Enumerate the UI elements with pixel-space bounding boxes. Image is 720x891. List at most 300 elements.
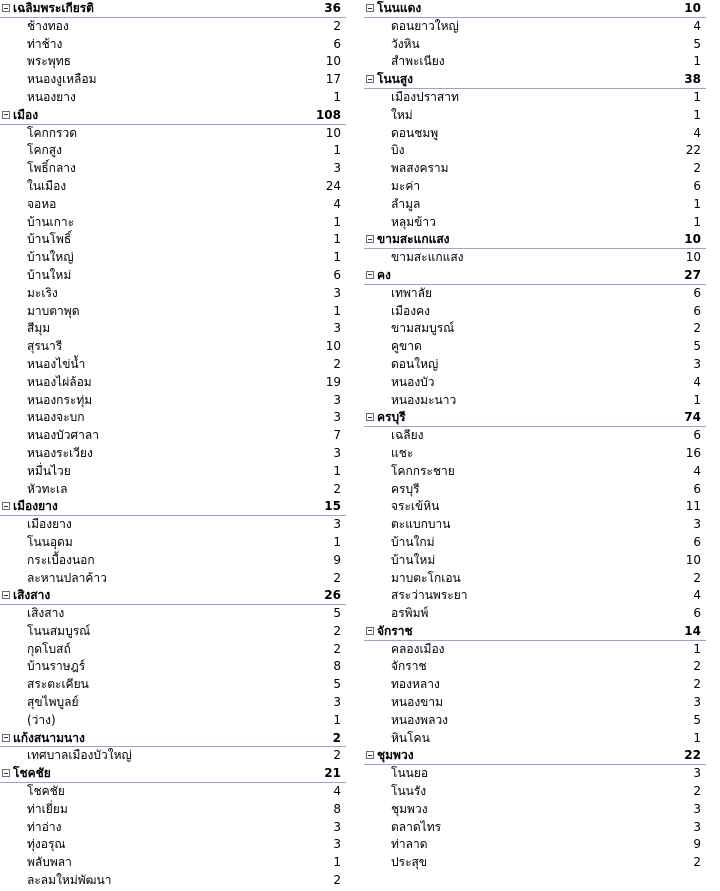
item-count: 1 <box>693 196 701 211</box>
item-row[interactable] <box>0 872 346 890</box>
item-count: 16 <box>685 445 701 460</box>
group-row[interactable] <box>0 730 346 748</box>
item-row[interactable] <box>0 36 346 54</box>
group-row[interactable] <box>0 587 346 605</box>
item-row[interactable] <box>364 303 706 321</box>
item-count: 10 <box>325 54 341 69</box>
item-count: 3 <box>333 410 341 425</box>
item-label: ท่าอ่าง <box>27 819 62 834</box>
pivot-column-left <box>0 0 346 890</box>
item-count: 22 <box>685 143 701 158</box>
item-row[interactable] <box>364 765 706 783</box>
item-count: 3 <box>693 517 701 532</box>
item-row[interactable] <box>0 783 346 801</box>
item-count: 6 <box>333 36 341 51</box>
item-row[interactable] <box>0 409 346 427</box>
item-label: โนนรัง <box>391 784 427 799</box>
item-count: 4 <box>693 463 701 478</box>
item-row[interactable] <box>0 623 346 641</box>
item-count: 5 <box>693 339 701 354</box>
item-label: มาบตะโกเอน <box>391 570 461 585</box>
item-count: 2 <box>333 641 341 656</box>
group-label: เฉลิมพระเกียรติ <box>13 1 94 15</box>
item-row[interactable] <box>364 658 706 676</box>
item-row[interactable] <box>364 605 706 623</box>
item-label: ชุมพวง <box>391 801 428 816</box>
item-label: บิง <box>391 143 405 158</box>
item-label: ขามสะแกแสง <box>391 250 464 265</box>
item-row[interactable] <box>0 142 346 160</box>
item-count: 8 <box>333 801 341 816</box>
item-count: 2 <box>693 321 701 336</box>
collapse-icon[interactable] <box>2 111 10 119</box>
item-row[interactable] <box>364 125 706 143</box>
group-total: 27 <box>684 267 701 282</box>
item-row[interactable] <box>0 338 346 356</box>
item-label: จระเข้หิน <box>391 499 440 514</box>
item-row[interactable] <box>0 374 346 392</box>
group-row[interactable] <box>364 409 706 427</box>
item-label: มะค่า <box>391 178 421 193</box>
item-row[interactable] <box>0 89 346 107</box>
item-row[interactable] <box>0 249 346 267</box>
item-count: 6 <box>693 285 701 300</box>
item-count: 5 <box>333 606 341 621</box>
group-total: 14 <box>684 623 701 638</box>
item-row[interactable] <box>364 676 706 694</box>
item-row[interactable] <box>0 570 346 588</box>
group-label: ชุมพวง <box>377 748 414 763</box>
item-count: 3 <box>333 837 341 852</box>
item-row[interactable] <box>0 712 346 730</box>
item-count: 2 <box>693 659 701 674</box>
item-row[interactable] <box>364 356 706 374</box>
item-row[interactable] <box>364 445 706 463</box>
item-label: จอหอ <box>27 196 57 211</box>
item-row[interactable] <box>364 534 706 552</box>
item-row[interactable] <box>0 605 346 623</box>
item-count: 2 <box>693 677 701 692</box>
item-row[interactable] <box>0 71 346 89</box>
item-label: เทพาลัย <box>391 285 433 300</box>
item-label: หนองพลวง <box>391 712 449 727</box>
item-count: 17 <box>325 72 341 87</box>
item-label: พลสงคราม <box>391 161 449 176</box>
group-total: 22 <box>684 748 701 763</box>
item-count: 3 <box>693 766 701 781</box>
item-count: 10 <box>685 552 701 567</box>
item-label: ละลมใหม่พัฒนา <box>27 873 112 888</box>
item-label: สุขไพบูลย์ <box>27 695 79 710</box>
item-row[interactable] <box>364 249 706 267</box>
item-count: 1 <box>333 303 341 318</box>
item-label: โนนสมบูรณ์ <box>27 623 91 638</box>
item-label: หนองบัวศาลา <box>27 428 99 443</box>
item-label: ช้างทอง <box>27 18 69 33</box>
item-row[interactable] <box>364 730 706 748</box>
item-count: 8 <box>333 659 341 674</box>
item-label: พระพุทธ <box>27 54 71 69</box>
group-label: ขามสะแกแสง <box>377 232 450 247</box>
item-label: ตะแบกบาน <box>391 517 451 532</box>
item-count: 6 <box>333 267 341 282</box>
item-label: วังหิน <box>391 36 420 51</box>
item-count: 19 <box>325 374 341 389</box>
item-label: หนองจะบก <box>27 410 85 425</box>
item-row[interactable] <box>0 427 346 445</box>
group-label: จักราช <box>377 623 413 638</box>
group-total: 74 <box>684 410 701 425</box>
item-row[interactable] <box>364 819 706 837</box>
collapse-icon[interactable] <box>2 734 10 742</box>
item-label: หนองไข่น้ำ <box>27 356 86 371</box>
item-label: คลองเมือง <box>391 641 445 656</box>
item-row[interactable] <box>0 481 346 499</box>
group-total: 10 <box>684 232 701 247</box>
item-row[interactable] <box>0 552 346 570</box>
item-count: 4 <box>693 18 701 33</box>
item-label: อรพิมพ์ <box>391 606 429 621</box>
item-label: ท่าลาด <box>391 837 428 852</box>
item-row[interactable] <box>0 694 346 712</box>
group-row[interactable] <box>364 747 706 765</box>
item-label: ทองหลาง <box>391 677 440 692</box>
item-label: ประสุข <box>391 855 428 870</box>
item-row[interactable] <box>364 178 706 196</box>
collapse-icon[interactable] <box>366 627 374 635</box>
item-row[interactable] <box>364 641 706 659</box>
item-row[interactable] <box>0 356 346 374</box>
item-row[interactable] <box>0 303 346 321</box>
item-label: ใหม่ <box>391 107 413 122</box>
item-label: หมื่นไวย <box>27 463 71 478</box>
item-count: 4 <box>693 125 701 140</box>
item-count: 2 <box>333 481 341 496</box>
item-row[interactable] <box>364 587 706 605</box>
item-count: 4 <box>333 784 341 799</box>
group-total: 15 <box>324 499 341 514</box>
item-row[interactable] <box>364 836 706 854</box>
item-label: เสิงสาง <box>27 606 65 621</box>
item-row[interactable] <box>364 427 706 445</box>
item-label: สระตะเคียน <box>27 677 89 692</box>
item-count: 6 <box>693 481 701 496</box>
item-row[interactable] <box>0 676 346 694</box>
group-total: 2 <box>332 730 341 745</box>
group-row[interactable] <box>364 267 706 285</box>
item-label: สุรนารี <box>27 339 63 354</box>
item-row[interactable] <box>364 374 706 392</box>
item-count: 5 <box>693 36 701 51</box>
group-label: ครบุรี <box>377 410 406 425</box>
group-label: เสิงสาง <box>13 588 51 603</box>
item-label: ในเมือง <box>27 178 67 193</box>
item-row[interactable] <box>364 285 706 303</box>
item-count: 7 <box>333 428 341 443</box>
item-label: (ว่าง) <box>27 712 56 727</box>
item-label: บ้านราษฎร์ <box>27 659 86 674</box>
item-row[interactable] <box>364 142 706 160</box>
item-count: 3 <box>693 695 701 710</box>
item-label: โคกกระชาย <box>391 463 455 478</box>
item-count: 1 <box>333 232 341 247</box>
item-label: หัวทะเล <box>27 481 68 496</box>
item-count: 1 <box>693 54 701 69</box>
item-label: บ้านใหญ่ <box>27 250 74 265</box>
item-label: พลับพลา <box>27 855 72 870</box>
item-label: หนองยาง <box>27 89 76 104</box>
collapse-icon[interactable] <box>2 4 10 12</box>
item-row[interactable] <box>0 267 346 285</box>
item-label: จักราช <box>391 659 427 674</box>
group-row[interactable] <box>364 71 706 89</box>
group-row[interactable] <box>364 0 706 18</box>
item-row[interactable] <box>364 338 706 356</box>
group-total: 36 <box>324 1 341 15</box>
collapse-icon[interactable] <box>366 413 374 421</box>
item-count: 3 <box>333 517 341 532</box>
item-count: 3 <box>693 819 701 834</box>
item-label: ทุ่งอรุณ <box>27 837 66 852</box>
item-label: เฉลียง <box>391 428 424 443</box>
item-row[interactable] <box>0 641 346 659</box>
item-label: ท่าช้าง <box>27 36 63 51</box>
collapse-icon[interactable] <box>366 4 374 12</box>
item-row[interactable] <box>364 18 706 36</box>
item-row[interactable] <box>364 160 706 178</box>
item-row[interactable] <box>364 196 706 214</box>
item-count: 3 <box>333 392 341 407</box>
item-row[interactable] <box>364 552 706 570</box>
item-label: บ้านเกาะ <box>27 214 75 229</box>
item-label: สีมุม <box>27 321 51 336</box>
item-row[interactable] <box>0 801 346 819</box>
item-count: 2 <box>693 855 701 870</box>
group-row[interactable] <box>0 498 346 516</box>
item-row[interactable] <box>0 214 346 232</box>
item-row[interactable] <box>0 463 346 481</box>
item-count: 9 <box>693 837 701 852</box>
item-count: 3 <box>333 321 341 336</box>
item-count: 2 <box>333 623 341 638</box>
item-label: หนองงูเหลือม <box>27 72 97 87</box>
item-row[interactable] <box>0 196 346 214</box>
item-label: หนองไผ่ล้อม <box>27 374 92 389</box>
item-row[interactable] <box>364 320 706 338</box>
collapse-icon[interactable] <box>2 591 10 599</box>
item-count: 1 <box>333 712 341 727</box>
collapse-icon[interactable] <box>366 751 374 759</box>
item-row[interactable] <box>364 854 706 872</box>
item-count: 2 <box>693 570 701 585</box>
item-row[interactable] <box>364 392 706 410</box>
item-count: 3 <box>693 356 701 371</box>
item-count: 1 <box>333 463 341 478</box>
item-label: เมืองปราสาท <box>391 89 459 104</box>
pivot-column-right <box>364 0 706 872</box>
group-label: เมืองยาง <box>13 499 58 514</box>
item-label: หนองมะนาว <box>391 392 457 407</box>
item-row[interactable] <box>364 36 706 54</box>
item-count: 10 <box>325 339 341 354</box>
group-total: 26 <box>324 588 341 603</box>
item-row[interactable] <box>0 854 346 872</box>
group-label: คง <box>377 267 391 282</box>
item-count: 24 <box>325 178 341 193</box>
item-row[interactable] <box>0 658 346 676</box>
item-label: บ้านโพธิ์ <box>27 232 72 247</box>
item-label: โคกสูง <box>27 143 62 158</box>
group-row[interactable] <box>0 765 346 783</box>
item-label: หลุมข้าว <box>391 214 436 229</box>
item-count: 3 <box>333 445 341 460</box>
item-label: โชคชัย <box>27 784 65 799</box>
item-count: 1 <box>333 534 341 549</box>
item-count: 3 <box>333 285 341 300</box>
group-total: 38 <box>684 72 701 87</box>
item-row[interactable] <box>0 178 346 196</box>
item-label: สำพะเนียง <box>391 54 445 69</box>
item-count: 2 <box>333 748 341 763</box>
item-label: โคกกรวด <box>27 125 77 140</box>
item-row[interactable] <box>364 481 706 499</box>
item-row[interactable] <box>0 160 346 178</box>
item-count: 4 <box>693 588 701 603</box>
item-label: หนองขาม <box>391 695 444 710</box>
item-label: ดอนชมพู <box>391 125 439 140</box>
item-row[interactable] <box>364 53 706 71</box>
item-label: กระเบื้องนอก <box>27 552 95 567</box>
item-row[interactable] <box>0 231 346 249</box>
item-label: เทศบาลเมืองบัวใหญ่ <box>27 748 132 763</box>
item-label: บ้านใกม่ <box>391 534 435 549</box>
item-row[interactable] <box>364 783 706 801</box>
item-count: 10 <box>325 125 341 140</box>
item-row[interactable] <box>0 534 346 552</box>
item-row[interactable] <box>0 53 346 71</box>
item-row[interactable] <box>364 498 706 516</box>
group-total: 108 <box>315 107 341 122</box>
item-count: 1 <box>693 89 701 104</box>
item-count: 3 <box>693 801 701 816</box>
item-count: 4 <box>693 374 701 389</box>
item-count: 1 <box>333 855 341 870</box>
item-count: 2 <box>333 570 341 585</box>
item-row[interactable] <box>0 392 346 410</box>
item-row[interactable] <box>0 836 346 854</box>
item-row[interactable] <box>0 320 346 338</box>
item-row[interactable] <box>0 125 346 143</box>
item-row[interactable] <box>364 570 706 588</box>
item-count: 6 <box>693 534 701 549</box>
item-count: 1 <box>333 89 341 104</box>
item-row[interactable] <box>364 801 706 819</box>
item-label: คูขาด <box>391 339 422 354</box>
item-row[interactable] <box>364 214 706 232</box>
item-count: 5 <box>333 677 341 692</box>
item-label: ละหานปลาค้าว <box>27 570 107 585</box>
group-label: แก้งสนามนาง <box>13 730 85 745</box>
item-count: 1 <box>693 107 701 122</box>
item-count: 2 <box>333 356 341 371</box>
item-count: 11 <box>685 499 701 514</box>
group-total: 21 <box>324 766 341 781</box>
group-label: โนนแดง <box>377 1 422 15</box>
item-label: สระว่านพระยา <box>391 588 468 603</box>
item-label: ดอนใหญ่ <box>391 356 439 371</box>
item-row[interactable] <box>364 712 706 730</box>
item-row[interactable] <box>0 445 346 463</box>
item-count: 2 <box>333 873 341 888</box>
item-row[interactable] <box>364 516 706 534</box>
item-label: โนนยอ <box>391 766 429 781</box>
item-row[interactable] <box>0 516 346 534</box>
item-count: 4 <box>333 196 341 211</box>
item-count: 3 <box>333 819 341 834</box>
item-label: หนองบัว <box>391 374 435 389</box>
collapse-icon[interactable] <box>2 502 10 510</box>
item-count: 2 <box>693 161 701 176</box>
item-row[interactable] <box>0 747 346 765</box>
item-label: มะเริง <box>27 285 58 300</box>
item-count: 1 <box>693 392 701 407</box>
collapse-icon[interactable] <box>366 75 374 83</box>
group-row[interactable] <box>364 623 706 641</box>
item-row[interactable] <box>0 285 346 303</box>
item-label: มาบตาพุด <box>27 303 80 318</box>
item-label: ลำมูล <box>391 196 421 211</box>
item-row[interactable] <box>364 89 706 107</box>
item-label: ครบุรี <box>391 481 420 496</box>
item-label: ดอนยาวใหญ่ <box>391 18 459 33</box>
item-row[interactable] <box>364 694 706 712</box>
item-count: 6 <box>693 428 701 443</box>
group-row[interactable] <box>364 231 706 249</box>
collapse-icon[interactable] <box>2 769 10 777</box>
item-count: 1 <box>333 143 341 158</box>
item-count: 1 <box>333 214 341 229</box>
item-count: 1 <box>693 641 701 656</box>
group-label: โนนสูง <box>377 72 414 87</box>
collapse-icon[interactable] <box>366 271 374 279</box>
item-row[interactable] <box>364 107 706 125</box>
group-label: เมือง <box>13 107 39 122</box>
item-row[interactable] <box>0 18 346 36</box>
item-count: 1 <box>333 250 341 265</box>
group-row[interactable] <box>0 0 346 18</box>
item-label: แชะ <box>391 445 414 460</box>
item-label: บ้านใหม่ <box>27 267 72 282</box>
item-count: 9 <box>333 552 341 567</box>
item-label: กุดโบสถ์ <box>27 641 71 656</box>
item-count: 10 <box>685 250 701 265</box>
item-count: 2 <box>693 784 701 799</box>
group-row[interactable] <box>0 107 346 125</box>
item-count: 1 <box>693 730 701 745</box>
item-row[interactable] <box>0 819 346 837</box>
item-count: 3 <box>333 695 341 710</box>
item-count: 1 <box>693 214 701 229</box>
item-count: 6 <box>693 606 701 621</box>
item-label: ขามสมบูรณ์ <box>391 321 455 336</box>
item-label: หนองกระทุ่ม <box>27 392 93 407</box>
item-label: เมืองยาง <box>27 517 72 532</box>
item-count: 3 <box>333 161 341 176</box>
item-row[interactable] <box>364 463 706 481</box>
group-total: 10 <box>684 1 701 15</box>
item-label: เมืองคง <box>391 303 430 318</box>
collapse-icon[interactable] <box>366 235 374 243</box>
